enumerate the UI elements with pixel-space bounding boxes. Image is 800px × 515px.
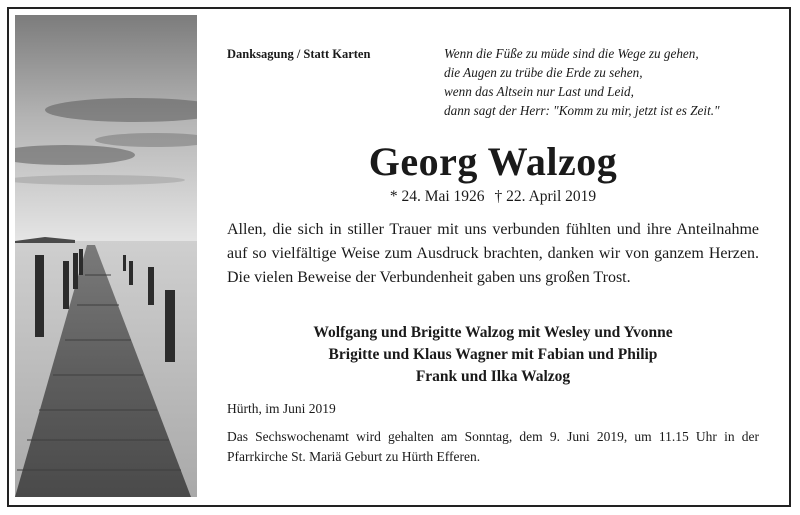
mass-notice: Das Sechswochenamt wird gehalten am Sonntag, dem 9. Juni 2019, um 11.15 Uhr in der Pfarrkirche St. Mariä Geburt zu Hürth Efferen. xyxy=(227,429,759,464)
thanks-text: Allen, die sich in stiller Trauer mit uns verbunden fühlten und ihre Anteilnahme auf so vielfältige Weise zum Ausdruck brachten, danken wir von ganzem Herzen. Die vielen Beweise der Verbundenheit gaben uns großen Trost. xyxy=(227,221,759,286)
verse xyxy=(444,44,720,120)
family-line: Wolfgang und Brigitte Walzog mit Wesley und Yvonne xyxy=(313,324,673,341)
birth-date: * 24. Mai 1926 xyxy=(389,188,485,205)
verse-line: wenn das Altsein nur Last und Leid, xyxy=(444,84,634,99)
verse-line: die Augen zu trübe die Erde zu sehen, xyxy=(444,65,643,80)
verse-line: Wenn die Füße zu müde sind die Wege zu gehen, xyxy=(444,46,699,61)
family-line: Frank und Ilka Walzog xyxy=(415,368,571,385)
verse-line: dann sagt der Herr: "Komm zu mir, jetzt ist es Zeit." xyxy=(444,103,720,118)
place-date: Hürth, im Juni 2019 xyxy=(227,401,336,416)
header-label: Danksagung / Statt Karten xyxy=(227,47,371,61)
pier-photo xyxy=(15,15,197,497)
life-dates xyxy=(227,188,759,206)
deceased-name: Georg Walzog xyxy=(368,139,618,184)
family-list xyxy=(227,322,759,388)
family-line: Brigitte und Klaus Wagner mit Fabian und Philip xyxy=(328,346,658,363)
death-date: † 22. April 2019 xyxy=(494,188,597,205)
